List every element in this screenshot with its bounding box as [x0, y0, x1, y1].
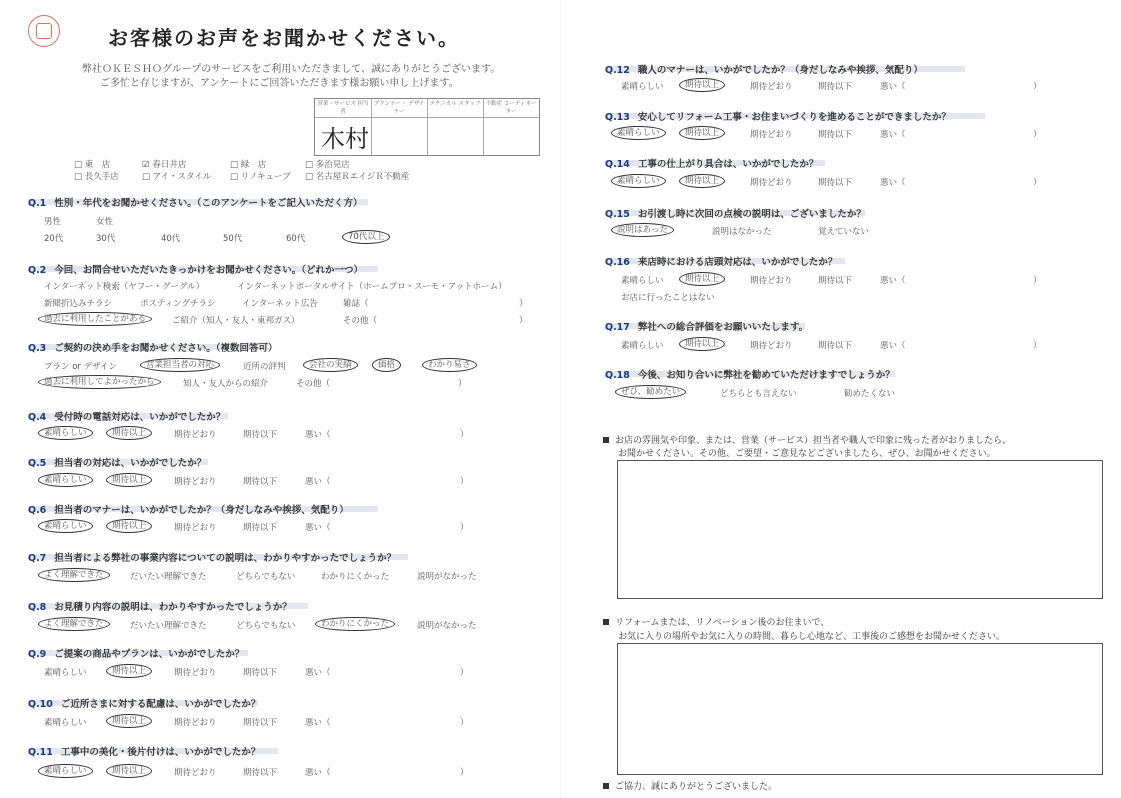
option-age-selected[interactable]: 70代以上 — [348, 230, 390, 242]
option-source-selected[interactable]: 過去に利用したことがある — [44, 312, 152, 324]
paren-close: ） — [460, 718, 469, 728]
rating-selected[interactable]: 素晴らしい — [44, 473, 93, 485]
paren-close: ） — [1033, 82, 1042, 92]
comment1-prompt-line1: お店の雰囲気や印象、または、営業（サービス）担当者や職人で印象に残った者がおりましたら、 — [603, 433, 1011, 446]
page-divider — [560, 0, 561, 798]
question-q13: Q.13 安心してリフォーム工事・お住まいづくりを進めることができましたか？ — [605, 112, 951, 123]
clarity-option[interactable]: わかりにくかった — [321, 572, 390, 582]
rating-option[interactable]: 悪い（ — [880, 178, 906, 188]
rating-option[interactable]: 期待以下 — [243, 430, 278, 440]
option-reason-selected[interactable]: わかり易さ — [428, 358, 477, 370]
rating-selected[interactable]: 素晴らしい — [617, 174, 666, 186]
option-source[interactable]: 新聞折込みチラシ — [44, 299, 113, 309]
rating-selected[interactable]: 素晴らしい — [44, 764, 93, 776]
rating-selected[interactable]: 期待以上 — [685, 78, 725, 90]
rating-option[interactable]: 期待以下 — [243, 768, 278, 778]
staff-header-technical: テクニカル スタッフ — [427, 99, 483, 118]
paren-close: ） — [460, 477, 469, 487]
paren-close: ） — [458, 379, 467, 389]
option-reason-selected[interactable]: 価格 — [378, 358, 401, 370]
rating-option[interactable]: 悪い（ — [305, 768, 331, 778]
option-reason-selected[interactable]: 営業担当者の対応 — [146, 358, 220, 370]
clarity-option[interactable]: だいたい理解できた — [130, 572, 207, 582]
clarity-option[interactable]: どちらでもない — [236, 621, 296, 631]
question-q16: Q.16 来店時における店頭対応は、いかがでしたか？ — [605, 257, 838, 268]
paren-close: ） — [1033, 178, 1042, 188]
rating-selected[interactable]: 期待以上 — [685, 174, 725, 186]
rating-selected[interactable]: 素晴らしい — [617, 126, 666, 138]
paren-close: ） — [519, 316, 528, 326]
rating-option[interactable]: 素晴らしい — [44, 718, 87, 728]
option-reason[interactable]: 近所の評判 — [243, 362, 286, 372]
question-q8: Q.8 お見積り内容の説明は、わかりやすかったでしょうか？ — [28, 602, 292, 613]
rating-option[interactable]: 期待以下 — [818, 130, 853, 140]
rating-selected[interactable]: 期待以上 — [112, 473, 152, 485]
store-option[interactable]: □ 東 店 — [74, 160, 111, 170]
recommend-selected[interactable]: ぜひ、勧めたい — [621, 385, 686, 397]
rating-option[interactable]: 期待どおり — [174, 523, 217, 533]
rating-option[interactable]: 期待どおり — [174, 768, 217, 778]
rating-option[interactable]: 期待以下 — [243, 668, 278, 678]
paren-close: ） — [460, 668, 469, 678]
clarity-option[interactable]: 説明がなかった — [417, 572, 477, 582]
question-q11: Q.11 工事中の美化・後片付けは、いかがでしたか？ — [28, 747, 261, 758]
option-age[interactable]: 40代 — [161, 234, 181, 244]
rating-option[interactable]: 期待どおり — [174, 718, 217, 728]
option-reason[interactable]: その他（ — [296, 379, 331, 389]
recommend-option[interactable]: 勧めたくない — [844, 389, 896, 399]
staff-name: 木村 — [321, 125, 369, 153]
rating-selected[interactable]: 期待以上 — [112, 426, 152, 438]
rating-option[interactable]: 期待以下 — [818, 82, 853, 92]
question-q15: Q.15 お引渡し時に次回の点検の説明は、ございましたか？ — [605, 209, 866, 220]
never-visited-option[interactable]: お店に行ったことはない — [621, 293, 715, 303]
company-seal — [28, 15, 60, 47]
store-option[interactable]: □ アイ・スタイル — [142, 172, 212, 182]
option-reason[interactable]: プラン or デザイン — [44, 362, 118, 372]
option-age[interactable]: 30代 — [96, 234, 116, 244]
question-q5: Q.5 担当者の対応は、いかがでしたか？ — [28, 458, 207, 469]
rating-selected[interactable]: 素晴らしい — [44, 519, 93, 531]
option-source[interactable]: インターネットポータルサイト（ホームプロ・スーモ・アットホーム） — [237, 282, 507, 292]
store-option[interactable]: □ 多治見店 — [305, 160, 350, 170]
rating-option[interactable]: 期待以下 — [818, 341, 853, 351]
option-male[interactable]: 男性 — [44, 217, 62, 227]
rating-selected[interactable]: 期待以上 — [112, 714, 152, 726]
rating-option[interactable]: 素晴らしい — [621, 341, 664, 351]
explained-option[interactable]: 説明はなかった — [712, 227, 772, 237]
question-q2: Q.2 今回、お問合せいただいたきっかけをお聞かせください。（どれか一つ） — [28, 265, 364, 276]
bullet-square-icon — [603, 619, 609, 625]
store-option[interactable]: □ リノキューブ — [230, 172, 291, 182]
rating-option[interactable]: 期待どおり — [750, 276, 793, 286]
rating-option[interactable]: 期待以下 — [243, 477, 278, 487]
rating-option[interactable]: 悪い（ — [880, 82, 906, 92]
rating-option[interactable]: 素晴らしい — [621, 276, 664, 286]
rating-selected[interactable]: 期待以上 — [112, 664, 152, 676]
rating-option[interactable]: 期待どおり — [174, 430, 217, 440]
paren-close: ） — [519, 299, 528, 309]
staff-header-planner: プランナー・ デザイナー — [371, 99, 427, 118]
clarity-selected[interactable]: わかりにくかった — [321, 617, 395, 629]
option-source[interactable]: インターネット広告 — [242, 299, 318, 309]
rating-option[interactable]: 期待以下 — [818, 276, 853, 286]
rating-option[interactable]: 悪い（ — [305, 430, 331, 440]
intro-line-1: 弊社ＯＫＥＳＨＯグループのサービスをご利用いただきまして、誠にありがとうございます。 — [82, 64, 501, 75]
rating-option[interactable]: 期待どおり — [174, 668, 217, 678]
question-q6: Q.6 担当者のマナーは、いかがでしたか？（身だしなみや挨拶、気配り） — [28, 505, 349, 516]
option-age[interactable]: 50代 — [223, 234, 243, 244]
rating-option[interactable]: 期待以下 — [818, 178, 853, 188]
rating-option[interactable]: 期待以下 — [243, 523, 278, 533]
store-option[interactable]: □ 緑 店 — [230, 160, 267, 170]
page-title: お客様のお声をお聞かせください。 — [108, 26, 460, 50]
question-q1: Q.1 性別・年代をお聞かせください。（このアンケートをご記入いただく方） — [28, 198, 363, 209]
staff-table — [314, 98, 540, 156]
store-option-checked[interactable]: ☑ 春日井店 — [142, 160, 187, 170]
rating-option[interactable]: 素晴らしい — [621, 82, 664, 92]
question-q3: Q.3 ご契約の決め手をお聞かせください。（複数回答可） — [28, 343, 278, 354]
question-q4: Q.4 受付時の電話対応は、いかがでしたか？ — [28, 412, 226, 423]
explained-selected[interactable]: 説明はあった — [617, 223, 674, 235]
question-q18: Q.18 今後、お知り合いに弊社を勧めていただけますでしょうか？ — [605, 370, 895, 381]
question-q7: Q.7 担当者による弊社の事業内容についての説明は、わかりやすかったでしょうか？ — [28, 553, 397, 564]
question-q10: Q.10 ご近所さまに対する配慮は、いかがでしたか？ — [28, 699, 261, 710]
rating-selected[interactable]: 期待以上 — [685, 272, 725, 284]
option-reason-selected[interactable]: 会社の実績 — [309, 358, 358, 370]
option-source[interactable]: ご紹介（知人・友人・東邦ガス） — [172, 316, 300, 326]
option-reason-selected[interactable]: 過去に利用してよかったから — [44, 375, 161, 387]
question-q14: Q.14 工事の仕上がり具合は、いかがでしたか？ — [605, 159, 819, 170]
comment2-textarea[interactable] — [617, 643, 1103, 775]
clarity-option[interactable]: どちらでもない — [236, 572, 296, 582]
question-q12: Q.12 職人のマナーは、いかがでしたか？（身だしなみや挨拶、気配り） — [605, 65, 923, 76]
comment1-textarea[interactable] — [617, 460, 1103, 599]
rating-option[interactable]: 悪い（ — [305, 477, 331, 487]
clarity-selected[interactable]: よく理解できた — [44, 617, 110, 629]
staff-header-realestate: 不動産 コーディネーター — [483, 99, 539, 118]
clarity-option[interactable]: 説明がなかった — [417, 621, 477, 631]
rating-option[interactable]: 悪い（ — [305, 668, 331, 678]
staff-header-sales: 営業・サービス 担当者 — [315, 99, 371, 118]
rating-selected[interactable]: 期待以上 — [112, 519, 152, 531]
rating-option[interactable]: 悪い（ — [305, 523, 331, 533]
option-source[interactable]: その他（ — [343, 316, 378, 326]
rating-option[interactable]: 悪い（ — [305, 718, 331, 728]
explained-option[interactable]: 覚えていない — [818, 227, 870, 237]
option-age[interactable]: 20代 — [44, 234, 64, 244]
recommend-option[interactable]: どちらとも言えない — [720, 389, 797, 399]
paren-close: ） — [460, 430, 469, 440]
rating-selected[interactable]: 期待以上 — [685, 337, 725, 349]
clarity-option[interactable]: だいたい理解できた — [130, 621, 207, 631]
clarity-selected[interactable]: よく理解できた — [44, 568, 110, 580]
question-q9: Q.9 ご提案の商品やプランは、いかがでしたか？ — [28, 649, 245, 660]
footer-thanks: ご協力、誠にありがとうございました。 — [603, 779, 777, 792]
rating-selected[interactable]: 期待以上 — [685, 126, 725, 138]
comment1-prompt-line2: お聞かせください。その他、ご要望・ご意見などございましたら、ぜひ、お聞かせください。 — [618, 449, 996, 459]
option-source[interactable]: ポスティングチラシ — [140, 299, 216, 309]
paren-close: ） — [1033, 341, 1042, 351]
paren-close: ） — [1033, 130, 1042, 140]
intro-line-2: ご多忙と存じますが、アンケートにご回答いただきます様お願い申し上げます。 — [100, 78, 459, 89]
rating-option[interactable]: 期待どおり — [750, 178, 793, 188]
rating-option[interactable]: 期待どおり — [750, 341, 793, 351]
store-option[interactable]: □ 長久手店 — [74, 172, 119, 182]
rating-option[interactable]: 期待どおり — [750, 82, 793, 92]
rating-option[interactable]: 期待どおり — [750, 130, 793, 140]
rating-option[interactable]: 期待どおり — [174, 477, 217, 487]
rating-option[interactable]: 悪い（ — [880, 341, 906, 351]
rating-selected[interactable]: 素晴らしい — [44, 426, 93, 438]
paren-close: ） — [1033, 276, 1042, 286]
option-reason[interactable]: 知人・友人からの紹介 — [183, 379, 269, 389]
rating-option[interactable]: 悪い（ — [880, 130, 906, 140]
rating-selected[interactable]: 期待以上 — [112, 764, 152, 776]
option-source[interactable]: インターネット検索（ヤフー・グーグル） — [44, 282, 205, 292]
bullet-square-icon — [603, 783, 609, 789]
option-source[interactable]: 雑誌（ — [343, 299, 369, 309]
paren-close: ） — [460, 523, 469, 533]
option-age[interactable]: 60代 — [286, 234, 306, 244]
option-female[interactable]: 女性 — [96, 217, 114, 227]
rating-option[interactable]: 期待以下 — [243, 718, 278, 728]
rating-option[interactable]: 悪い（ — [880, 276, 906, 286]
rating-option[interactable]: 素晴らしい — [44, 668, 87, 678]
bullet-square-icon — [603, 437, 609, 443]
paren-close: ） — [460, 768, 469, 778]
question-q17: Q.17 弊社への総合評価をお願いいたします。 — [605, 322, 809, 333]
comment2-prompt-line1: リフォームまたは、リノベーション後のお住まいで、 — [603, 615, 829, 628]
comment2-prompt-line2: お気に入りの場所やお気に入りの時間、暮らし心地など、工事後のご感想をお聞かせください。 — [618, 632, 1006, 642]
store-option[interactable]: □ 名古屋ＲエイジＲ不動産 — [305, 172, 410, 182]
